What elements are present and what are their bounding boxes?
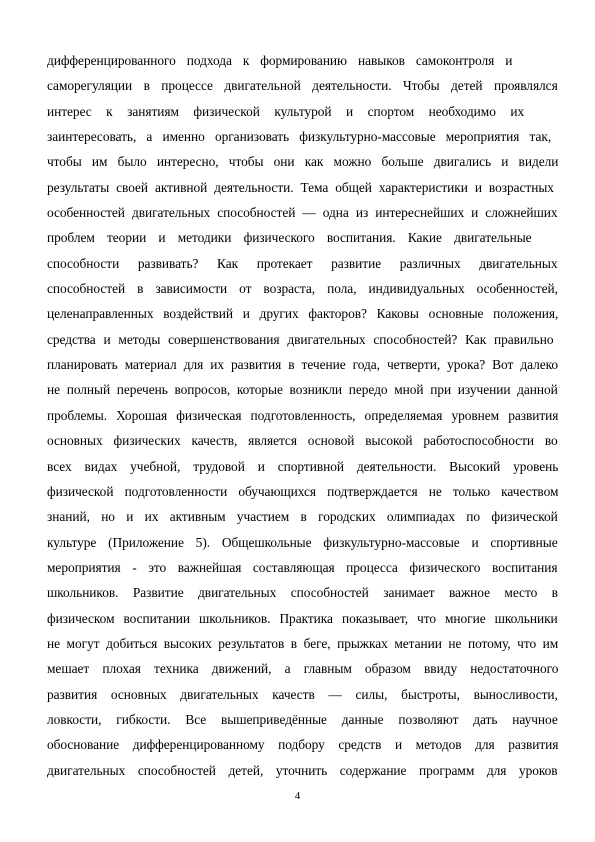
text-line: знаний, но и их активным участием в городских олимпиадах по физической (47, 509, 558, 525)
text-line: не могут добиться высоких результатов в беге, прыжках метании не потому, что им (47, 635, 559, 651)
text-line: целенаправленных воздействий и других факторов? Каковы основные положения, (47, 306, 559, 322)
page-number: 4 (294, 790, 301, 802)
text-line: дифференцированного подхода к формированию навыков самоконтроля и (47, 53, 513, 68)
text-line: физическом воспитании школьников. Практика показывает, что многие школьники (47, 610, 558, 626)
text-line: средства и методы совершенствования двигательных способностей? Как правильно (47, 331, 554, 347)
text-line: результаты своей активной деятельности. Тема общей характеристики и возрастных (47, 179, 554, 195)
text-line: проблем теории и методики физического воспитания. Какие двигательные (47, 230, 532, 246)
text-line: планировать материал для их развития в течение года, четверти, урока? Вот далеко (47, 357, 559, 373)
text-line: физической подготовленности обучающихся подтверждается не только качеством (47, 483, 559, 499)
text-line: способностей в зависимости от возраста, пола, индивидуальных особенностей, (47, 281, 558, 297)
text-line: интерес к занятиям физической культурой и спортом необходимо их (47, 103, 525, 119)
text-line: особенностей двигательных способностей — одна из интереснейших и сложнейших (47, 205, 558, 221)
text-line: обоснование дифференцированному подбору средств и методов для развития (47, 737, 559, 753)
text-line: чтобы им было интересно, чтобы они как можно больше двигались и видели (47, 154, 559, 170)
text-line: не полный перечень вопросов, которые возникли передо мной при изучении данной (47, 382, 558, 398)
text-line: способности развивать? Как протекает развитие различных двигательных (47, 255, 558, 271)
text-line: всех видах учебной, трудовой и спортивной деятельности. Высокий уровень (47, 458, 559, 474)
text-line: проблемы. Хорошая физическая подготовленность, определяемая уровнем развития (47, 407, 559, 423)
text-line: культуре (Приложение 5). Общешкольные физкультурно-массовые и спортивные (47, 534, 558, 550)
text-line: заинтересовать, а именно организовать физкультурно-массовые мероприятия так, (47, 129, 552, 145)
text-line: ловкости, гибкости. Все вышеприведённые данные позволяют дать научное (47, 711, 558, 727)
text-line: школьников. Развитие двигательных способностей занимает важное место в (47, 585, 558, 601)
text-line: развития основных двигательных качеств — силы, быстроты, выносливости, (47, 686, 558, 702)
text-line: двигательных способностей детей, уточнить содержание программ для уроков (47, 762, 558, 778)
text-line: мероприятия - это важнейшая составляющая процесса физического воспитания (47, 559, 558, 575)
text-line: мешает плохая техника движений, а главным образом ввиду недостаточного (47, 661, 559, 677)
text-line: основных физических качеств, является основой высокой работоспособности во (47, 433, 558, 449)
text-line: саморегуляции в процессе двигательной деятельности. Чтобы детей проявлялся (47, 78, 558, 94)
body-text (47, 48, 558, 783)
